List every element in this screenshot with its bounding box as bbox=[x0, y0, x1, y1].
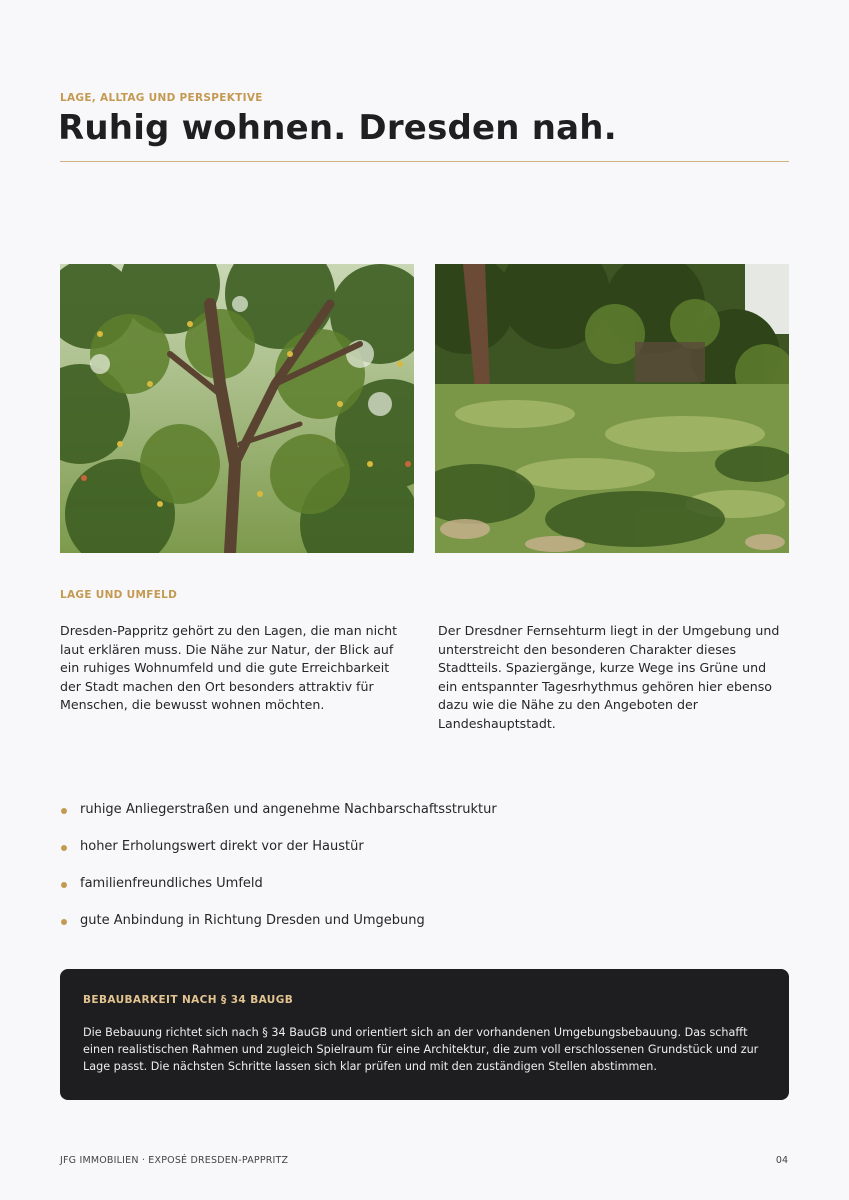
section-label: LAGE UND UMFELD bbox=[60, 589, 178, 601]
photo-apple-tree bbox=[60, 264, 414, 553]
footer-brand: JFG IMMOBILIEN · EXPOSÉ DRESDEN-PAPPRITZ bbox=[60, 1155, 289, 1166]
list-item bbox=[60, 837, 497, 874]
list-item bbox=[60, 800, 497, 837]
list-item bbox=[60, 911, 497, 948]
location-text-right: Der Dresdner Fernsehturm liegt in der Umgebung und unterstreicht den besonderen Charakter dieses Stadtteils. Spaziergänge, kurze Wege ins Grüne und ein entspannter Tagesrhythmus gehören hier ebenso dazu wie die Nähe zu den Angeboten der Landeshauptstadt. bbox=[438, 623, 780, 731]
list-item-text: ruhige Anliegerstraßen und angenehme Nachbarschaftsstruktur bbox=[80, 802, 497, 817]
bullet-dot-icon bbox=[61, 919, 67, 925]
page-number: 04 bbox=[775, 1155, 788, 1166]
building-law-callout bbox=[60, 969, 789, 1100]
bullet-dot-icon bbox=[61, 845, 67, 851]
feature-list bbox=[60, 800, 497, 948]
eyebrow-label: LAGE, ALLTAG UND PERSPEKTIVE bbox=[60, 92, 263, 104]
callout-text: Die Bebauung richtet sich nach § 34 BauGB und orientiert sich an der vorhandenen Umgebungsbebauung. Das schafft einen realistischen Rahmen und zugleich Spielraum für eine Architektur, die zum voll erschlossenen Grundstück und zur Lage passt. Die nächsten Schritte lassen sich klar prüfen und mit den zuständigen Stellen abstimmen. bbox=[83, 1026, 759, 1073]
list-item-text: hoher Erholungswert direkt vor der Haustür bbox=[80, 839, 364, 854]
bullet-dot-icon bbox=[61, 808, 67, 814]
photo-garden-lawn bbox=[435, 264, 789, 553]
bullet-dot-icon bbox=[61, 882, 67, 888]
callout-title: BEBAUBARKEIT NACH § 34 BAUGB bbox=[83, 994, 294, 1006]
location-text-left: Dresden-Pappritz gehört zu den Lagen, die man nicht laut erklären muss. Die Nähe zur Natur, der Blick auf ein ruhiges Wohnumfeld und die gute Erreichbarkeit der Stadt machen den Ort besonders attraktiv für Menschen, die bewusst wohnen möchten. bbox=[60, 623, 398, 713]
list-item-text: gute Anbindung in Richtung Dresden und Umgebung bbox=[80, 913, 425, 928]
list-item bbox=[60, 874, 497, 911]
title-divider bbox=[60, 161, 789, 162]
page-title: Ruhig wohnen. Dresden nah. bbox=[58, 108, 617, 148]
list-item-text: familienfreundliches Umfeld bbox=[80, 876, 263, 891]
